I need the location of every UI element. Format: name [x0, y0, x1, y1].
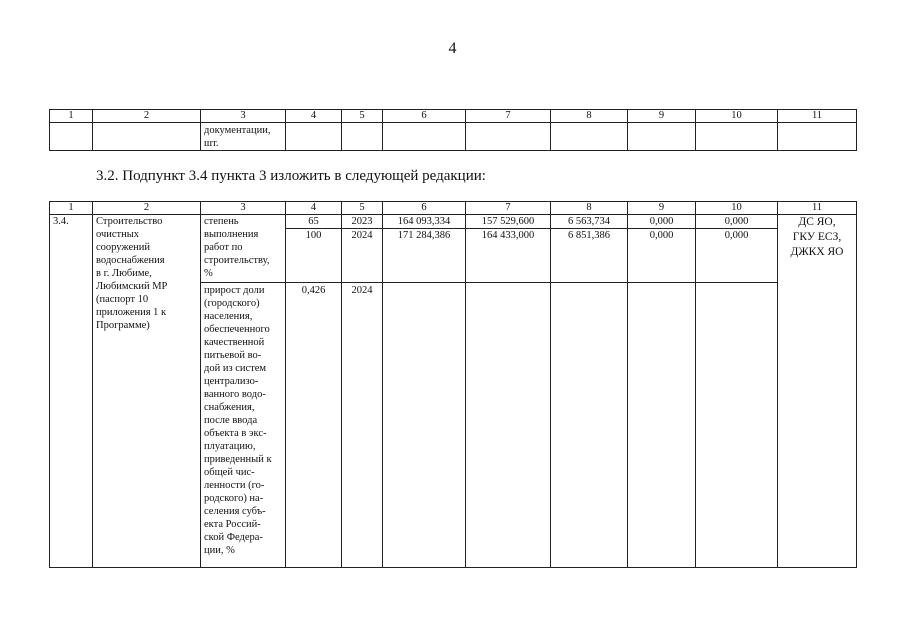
column-number: 8	[551, 110, 628, 123]
instruction-text: 3.2. Подпункт 3.4 пункта 3 изложить в следующей редакции:	[96, 168, 486, 184]
column-number: 3	[201, 110, 286, 123]
column-number: 11	[778, 202, 857, 215]
indicator-1: степень выполнения работ по строительству, %	[204, 216, 270, 279]
continuation-table	[49, 109, 857, 151]
indicator-value: 0,426	[286, 283, 342, 568]
amount-total: 164 093,334	[383, 215, 466, 229]
column-number: 2	[93, 110, 201, 123]
page-number: 4	[448, 40, 457, 57]
column-number: 1	[50, 202, 93, 215]
column-number: 6	[383, 110, 466, 123]
amount-col9: 0,000	[628, 215, 696, 229]
column-number: 7	[466, 110, 551, 123]
column-number: 6	[383, 202, 466, 215]
year: 2023	[342, 215, 383, 229]
column-number: 4	[286, 202, 342, 215]
amount-col9: 0,000	[628, 229, 696, 283]
column-number: 5	[342, 202, 383, 215]
column-number: 4	[286, 110, 342, 123]
amount-col10: 0,000	[696, 229, 778, 283]
column-number: 3	[201, 202, 286, 215]
indicator-value: 65	[286, 215, 342, 229]
subitem-table	[49, 201, 857, 568]
object-name: Строительство очистных сооружений водоснабжения в г. Любиме, Любимский МР (паспорт 10 приложения 1 к Программе)	[96, 216, 168, 331]
amount-col7: 164 433,000	[466, 229, 551, 283]
amount-col8: 6 851,386	[551, 229, 628, 283]
year: 2024	[342, 229, 383, 283]
year: 2024	[342, 283, 383, 568]
column-number: 10	[696, 110, 778, 123]
column-number-row	[50, 110, 857, 123]
amount-total: 171 284,386	[383, 229, 466, 283]
responsible-executors: ДС ЯО, ГКУ ЕСЗ, ДЖКХ ЯО	[790, 216, 844, 258]
column-number: 7	[466, 202, 551, 215]
indicator-value: 100	[286, 229, 342, 283]
column-number: 9	[628, 110, 696, 123]
column-number: 1	[50, 110, 93, 123]
column-number: 11	[778, 110, 857, 123]
item-number: 3.4.	[50, 215, 93, 568]
table-row	[50, 123, 857, 151]
column-number: 2	[93, 202, 201, 215]
column-number: 9	[628, 202, 696, 215]
indicator-2: прирост доли (городского) населения, обеспеченного качественной питьевой во- дой из систем централизо- ванного водо- снабжения, после ввода объекта в экс- плуатацию, приведенный к общей чис- ленности (го- родского) на- селения субъ- екта Россий- ской Федера- ции, %	[204, 285, 272, 556]
amount-col8: 6 563,734	[551, 215, 628, 229]
amount-col7: 157 529,600	[466, 215, 551, 229]
column-number: 5	[342, 110, 383, 123]
unit-text: документации, шт.	[204, 125, 271, 149]
column-number: 8	[551, 202, 628, 215]
amount-col10: 0,000	[696, 215, 778, 229]
column-number-row	[50, 202, 857, 215]
table-row	[50, 215, 857, 229]
column-number: 10	[696, 202, 778, 215]
